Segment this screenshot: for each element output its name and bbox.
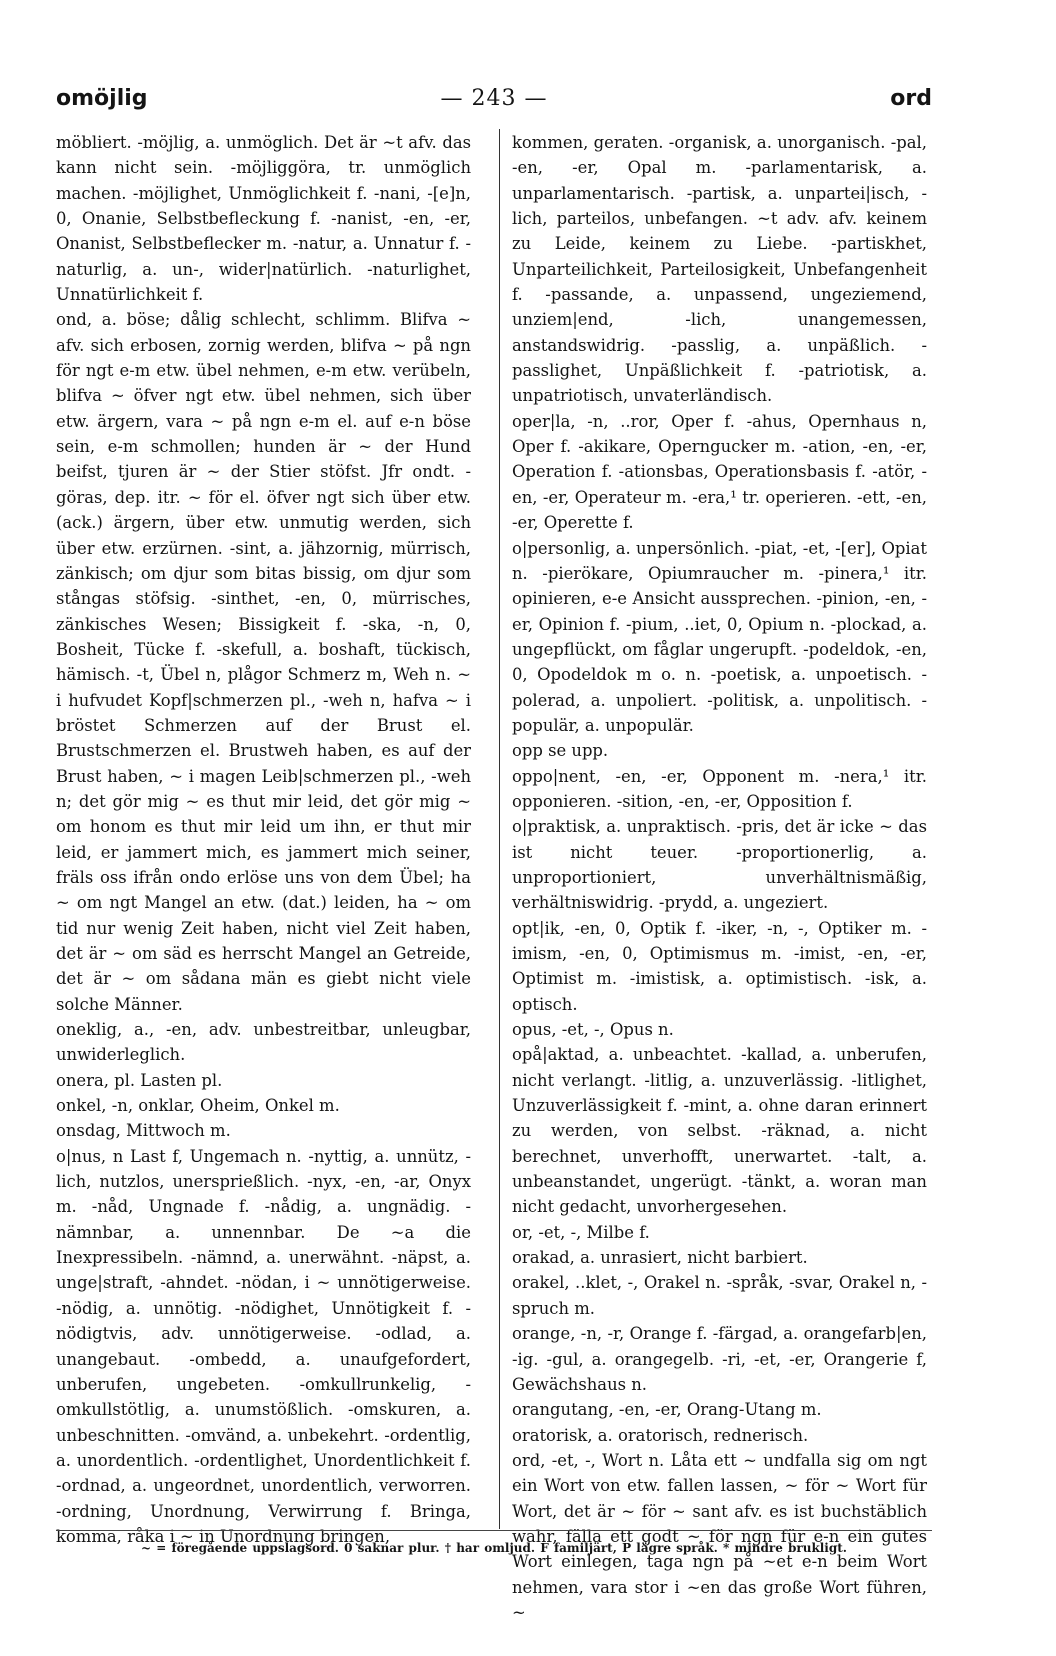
dictionary-entry: opå|aktad, a. unbeachtet. -kallad, a. unberufen, nicht verlangt. -litlig, a. unzuverlässig. -litlighet, Unzuverlässigkeit f. -mint, a. ohne daran erinnert zu werden, von selbst. -räknad, a. nicht berechnet, unverhofft, unerwartet. -talt, a. unbeanstandet, ungerügt. -tänkt, a. woran man nicht gedacht, unvorhergesehen. [512, 1045, 927, 1217]
dictionary-entry: ord, -et, -, Wort n. Låta ett ~ undfalla sig om ngt ein Wort von etw. fallen lassen, ~ för ~ Wort für Wort, det är ~ för ~ sant afv. es ist buchstäblich wahr, fälla ett godt ~ för ngn für e-n ein gutes Wort einlegen, taga ngn på ~et e-n beim Wort nehmen, vara stor i ~en das große Wort führen, ~ [512, 1450, 927, 1622]
dictionary-entry: opp se upp. [512, 741, 609, 761]
header-left-word: omöjlig [56, 86, 148, 111]
dictionary-entry: ond, a. böse; dålig schlecht, schlimm. Blifva ~ afv. sich erbosen, zornig werden, blifva ~ på ngn för ngt e-m etw. übel nehmen, e-m etw. verübeln, blifva ~ öfver ngt etw. übel nehmen, sich über etw. ärgern, vara ~ på ngn e-m el. auf e-n böse sein, e-m schmollen; hunden är ~ der Hund beifst, tjuren är ~ der Stier stöfst. Jfr ondt. -göras, dep. itr. ~ för el. öfver ngt sich über etw. (ack.) ärgern, über etw. unmutig werden, sich über etw. erzürnen. -sint, a. jähzornig, mürrisch, zänkisch; om djur som bitas bissig, om djur som stångas stöfsig. -sinthet, -en, 0, mürrisches, zänkisches Wesen; Bissigkeit f. -ska, -n, 0, Bosheit, Tücke f. -skefull, a. boshaft, tückisch, hämisch. -t, Übel n, plågor Schmerz m, Weh n. ~ i hufvudet Kopf|schmerzen pl., -weh n, hafva ~ i bröstet Schmerzen auf der Brust el. Brustschmerzen el. Brustweh haben, es auf der Brust haben, ~ i magen Leib|schmerzen pl., -weh n; det gör mig ~ es thut mir leid, det gör mig ~ om honom es thut mir leid um ihn, er thut mir leid, er jammert mich, es jammert mich seiner, fräls oss ifrån ondo erlöse uns von dem Übel; ha ~ om ngt Mangel an etw. (dat.) leiden, ha ~ om tid nur wenig Zeit haben, nicht viel Zeit haben, det är ~ om säd es herrscht Mangel an Getreide, det är ~ om sådana män es giebt nicht viele solche Männer. [56, 310, 471, 1014]
dictionary-entry: oppo|nent, -en, -er, Opponent m. -nera,¹ itr. opponieren. -sition, -en, -er, Opposition f. [512, 766, 927, 811]
dictionary-entry: oper|la, -n, ..ror, Oper f. -ahus, Opernhaus n, Oper f. -akikare, Operngucker m. -ation, -en, -er, Operation f. -ationsbas, Operationsbasis f. -atör, -en, -er, Operateur m. -era,¹ tr. operieren. -ett, -en, -er, Operette f. [512, 411, 927, 533]
dictionary-entry: orakad, a. unrasiert, nicht barbiert. [512, 1248, 808, 1268]
dictionary-entry: onkel, -n, onklar, Oheim, Onkel m. [56, 1096, 340, 1116]
dictionary-entry: orangutang, -en, -er, Orang-Utang m. [512, 1400, 822, 1420]
dictionary-entry: or, -et, -, Milbe f. [512, 1222, 650, 1242]
right-column [512, 130, 927, 1625]
dictionary-entry: o|nus, n Last f, Ungemach n. -nyttig, a. unnütz, -lich, nutzlos, unersprießlich. -nyx, -en, -ar, Onyx m. -nåd, Ungnade f. -nådig, a. ungnädig. -nämnbar, a. unnennbar. De ~a die Inexpressibeln. -nämnd, a. unerwähnt. -näpst, a. unge|straft, -ahndet. -nödan, i ~ unnötigerweise. -nödig, a. unnötig. -nödighet, Unnötigkeit f. -nödigtvis, adv. unnötigerweise. -odlad, a. unangebaut. -ombedd, a. unaufgefordert, unberufen, ungebeten. -omkullrunkelig, -omkullstötlig, a. unumstößlich. -omskuren, a. unbeschnitten. -omvänd, a. unbekehrt. -ordentlig, a. unordentlich. -ordentlighet, Unordentlichkeit f. -ordnad, a. ungeordnet, unordentlich, verworren. -ordning, Unordnung, Verwirrung f. Bringa, komma, råka i ~ in Unordnung bringen, [56, 1146, 471, 1546]
page-number: — 243 — [440, 86, 548, 111]
dictionary-entry: oneklig, a., -en, adv. unbestreitbar, unleugbar, unwiderleglich. [56, 1020, 471, 1065]
header-right-word: ord [890, 86, 932, 111]
dictionary-entry: onera, pl. Lasten pl. [56, 1070, 223, 1090]
dictionary-entry: kommen, geraten. -organisk, a. unorganisch. -pal, -en, -er, Opal m. -parlamentarisk, a. unparlamentarisch. -partisk, a. unpartei|isch, -lich, parteilos, unbefangen. ~t adv. afv. keinem zu Leide, keinem zu Liebe. -partiskhet, Unparteilichkeit, Parteilosigkeit, Unbefangenheit f. -passande, a. unpassend, ungeziemend, unziem|end, -lich, unangemessen, anstandswidrig. -passlig, a. unpäßlich. -passlighet, Unpäßlichkeit f. -patriotisk, a. unpatriotisch, unvaterländisch. [512, 133, 927, 406]
dictionary-entry: onsdag, Mittwoch m. [56, 1121, 231, 1141]
dictionary-entry: oratorisk, a. oratorisch, rednerisch. [512, 1425, 809, 1445]
dictionary-entry: orakel, ..klet, -, Orakel n. -språk, -svar, Orakel n, -spruch m. [512, 1273, 927, 1318]
dictionary-entry: opt|ik, -en, 0, Optik f. -iker, -n, -, Optiker m. -imism, -en, 0, Optimismus m. -imist, -en, -er, Optimist m. -imistisk, a. optimistisch. -isk, a. optisch. [512, 918, 927, 1014]
running-head [56, 86, 932, 120]
dictionary-entry: o|praktisk, a. unpraktisch. -pris, det är icke ~ das ist nicht teuer. -proportionerlig, a. unproportioniert, unverhältnismäßig, verhältniswidrig. -prydd, a. ungeziert. [512, 817, 927, 913]
dictionary-entry: orange, -n, -r, Orange f. -färgad, a. orangefarb|en, -ig. -gul, a. orangegelb. -ri, -et, -er, Orangerie f, Gewächshaus n. [512, 1324, 927, 1394]
column-divider [499, 129, 500, 1529]
dictionary-entry: o|personlig, a. unpersönlich. -piat, -et, -[er], Opiat n. -pierökare, Opiumraucher m. -pinera,¹ itr. opinieren, e-e Ansicht aussprechen. -pinion, -en, -er, Opinion f. -pium, ..iet, 0, Opium n. -plockad, a. ungepflückt, om fåglar ungerupft. -podeldok, -en, 0, Opodeldok m o. n. -poetisk, a. unpoetisch. -polerad, a. unpoliert. -politisk, a. unpolitisch. -populär, a. unpopulär. [512, 538, 927, 735]
left-column [56, 130, 471, 1549]
dictionary-entry: möbliert. -möjlig, a. unmöglich. Det är ~t afv. das kann nicht sein. -möjliggöra, tr. unmöglich machen. -möjlighet, Unmöglichkeit f. -nani, -[e]n, 0, Onanie, Selbstbefleckung f. -nanist, -en, -er, Onanist, Selbstbeflecker m. -natur, a. Unnatur f. -naturlig, a. un-, wider|natürlich. -naturlighet, Unnatürlichkeit f. [56, 133, 471, 305]
abbreviation-legend: ~ = föregående uppslagsord. 0 saknar plur. † har omljud. F familjärt, P lägre språk. * mindre brukligt. [56, 1530, 932, 1555]
dictionary-entry: opus, -et, -, Opus n. [512, 1020, 674, 1040]
